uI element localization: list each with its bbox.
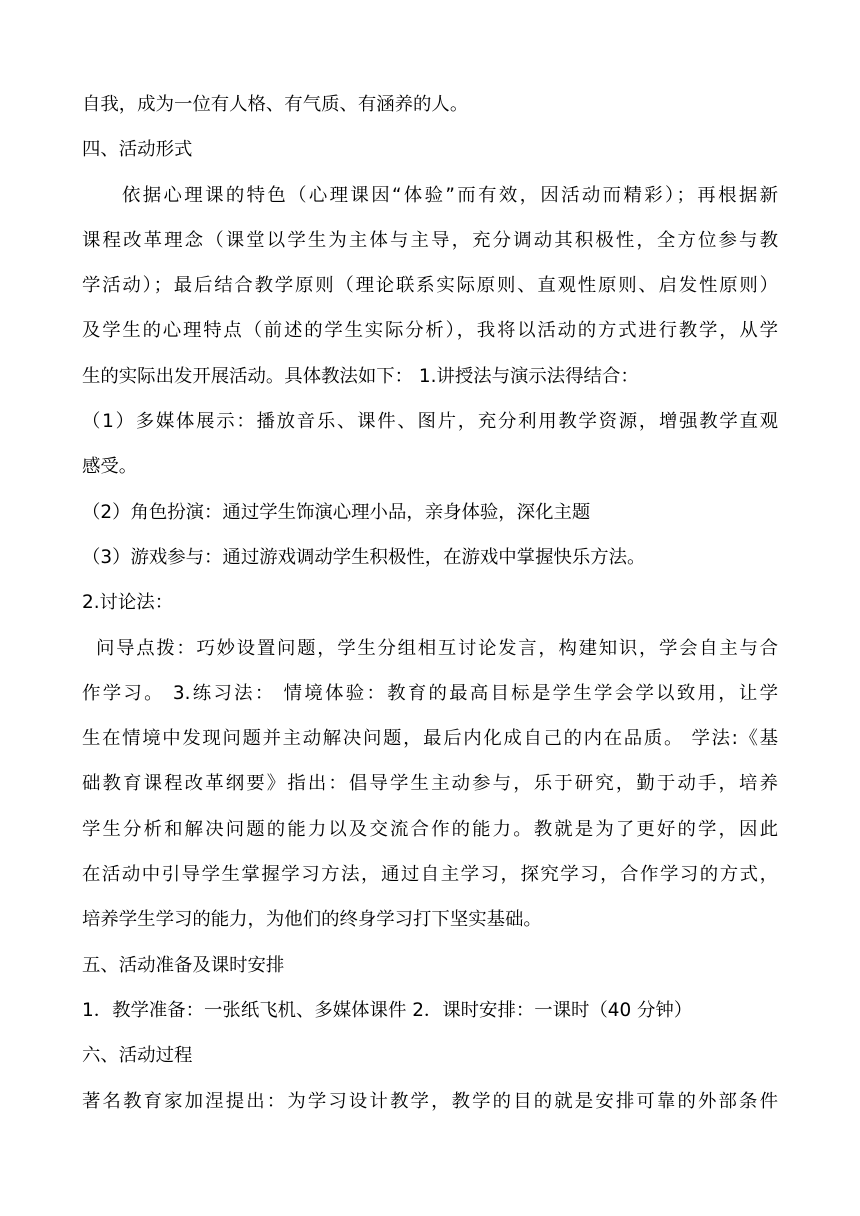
text-line-15: 生在情境中发现问题并主动解决问题，最后内化成自己的内在品质。 学法:《基 [82,728,778,750]
text-line-13: 问导点拨：巧妙设置问题，学生分组相互讨论发言，构建知识，学会自主与合 [96,637,778,659]
list-item-2: （2）角色扮演：通过学生饰演心理小品，亲身体验，深化主题 [82,501,591,523]
text-line-21: 1．教学准备：一张纸飞机、多媒体课件 2．课时安排：一课时（40 分钟） [82,999,693,1021]
text-line-4: 课程改革理念（课堂以学生为主体与主导，充分调动其积极性，全方位参与教 [82,229,778,251]
text-line-1: 自我，成为一位有人格、有气质、有涵养的人。 [82,94,469,115]
list-item-1: （1）多媒体展示：播放音乐、课件、图片，充分利用教学资源，增强教学直观 [82,411,778,433]
section-heading-preparation: 五、活动准备及课时安排 [82,954,285,976]
text-line-3: 依据心理课的特色（心理课因“体验”而有效，因活动而精彩）；再根据新 [122,184,778,206]
list-item-3: （3）游戏参与：通过游戏调动学生积极性，在游戏中掌握快乐方法。 [82,546,646,568]
text-line-14: 作学习。 3.练习法： 情境体验：教育的最高目标是学生学会学以致用，让学 [82,682,778,704]
text-line-23: 著名教育家加涅提出：为学习设计教学，教学的目的就是安排可靠的外部条件 [82,1090,778,1112]
text-line-9: 感受。 [82,456,138,478]
section-heading-process: 六、活动过程 [82,1045,193,1067]
discussion-method-heading: 2.讨论法： [82,592,174,614]
text-line-6: 及学生的心理特点（前述的学生实际分析），我将以活动的方式进行教学，从学 [82,320,778,342]
text-line-17: 学生分析和解决问题的能力以及交流合作的能力。教就是为了更好的学，因此 [82,818,778,840]
section-heading-activity-form: 四、活动形式 [82,139,193,161]
text-line-19: 培养学生学习的能力，为他们的终身学习打下坚实基础。 [82,909,542,931]
document-page [82,82,778,1124]
text-line-16: 础教育课程改革纲要》指出：倡导学生主动参与，乐于研究，勤于动手，培养 [82,773,778,795]
text-line-7: 生的实际出发开展活动。具体教法如下： 1.讲授法与演示法得结合： [82,365,639,387]
text-line-5: 学活动）；最后结合教学原则（理论联系实际原则、直观性原则、启发性原则） [82,275,778,297]
text-line-18: 在活动中引导学生掌握学习方法，通过自主学习，探究学习，合作学习的方式， [82,864,778,886]
